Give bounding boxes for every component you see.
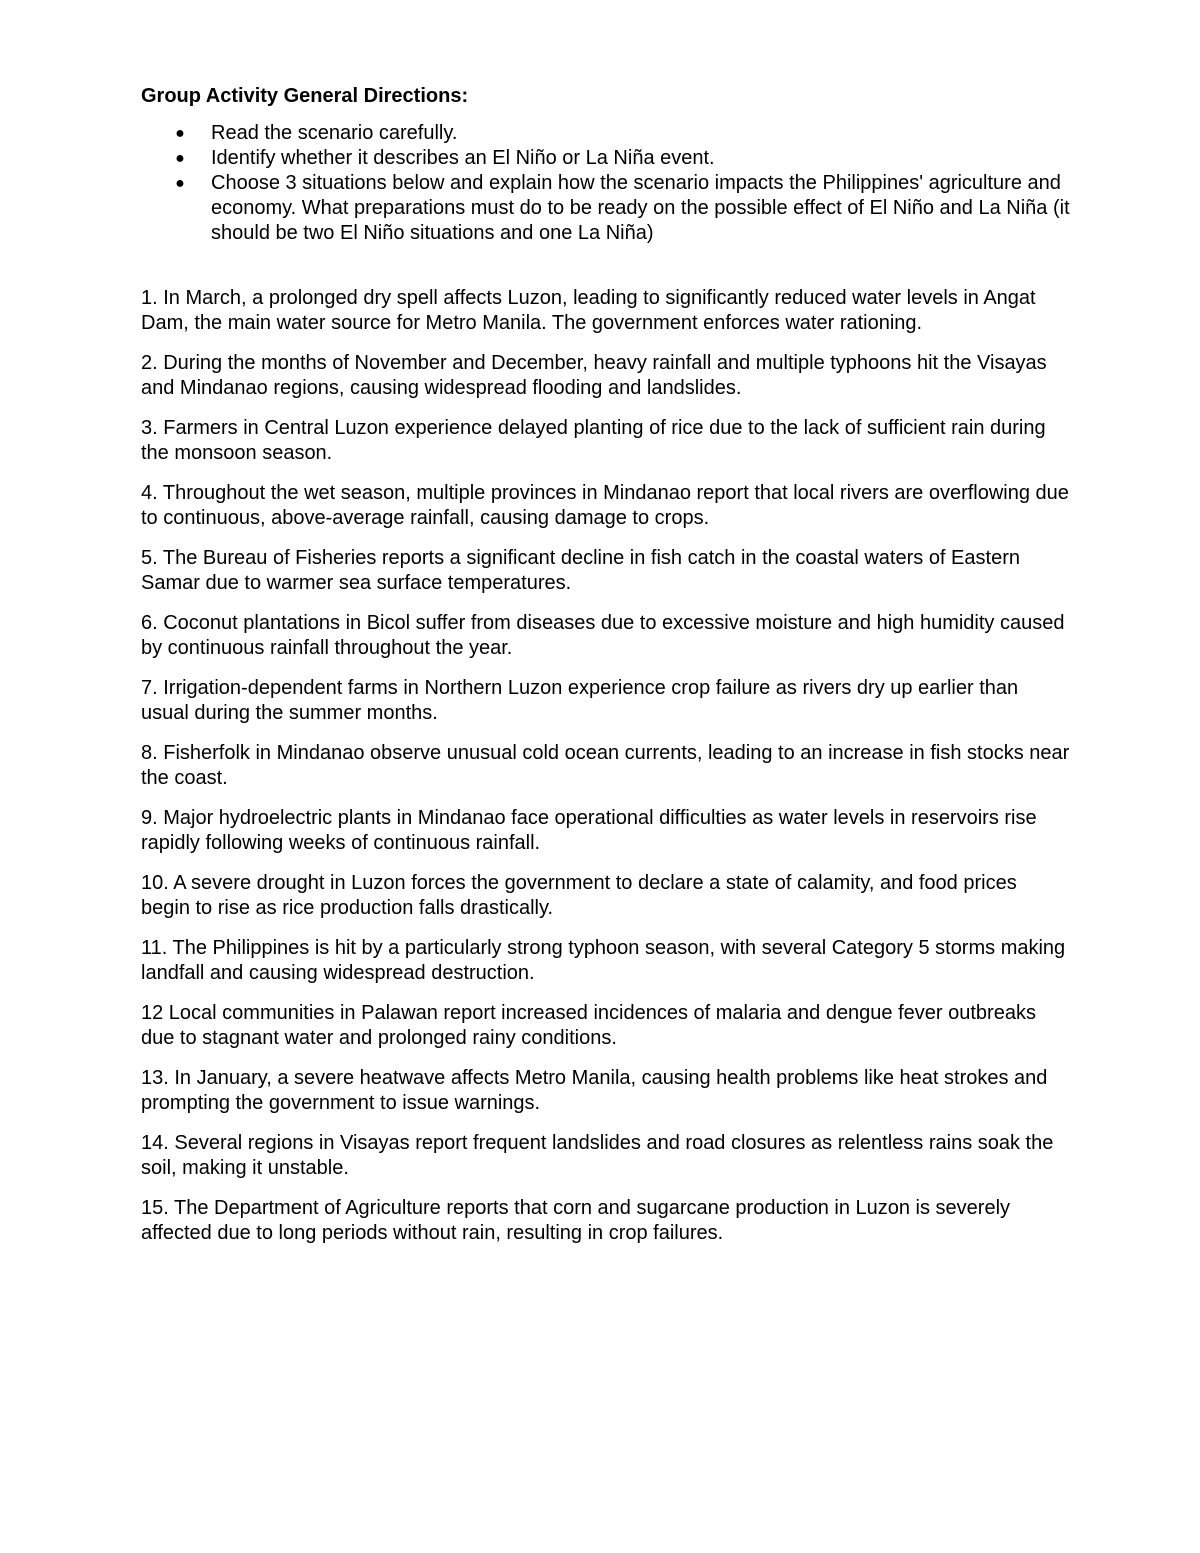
section-spacer (141, 246, 1071, 286)
direction-item (141, 121, 1071, 146)
scenario-item: 2. During the months of November and December, heavy rainfall and multiple typhoons hit the Visayas and Mindanao regions, causing widespread flooding and landslides. (141, 352, 1047, 399)
direction-text: Read the scenario carefully. (211, 122, 458, 144)
bullet-icon: ● (175, 125, 185, 142)
scenario-item: 1. In March, a prolonged dry spell affects Luzon, leading to significantly reduced water levels in Angat Dam, the main water source for Metro Manila. The government enforces water rationing. (141, 287, 1036, 334)
direction-text: Identify whether it describes an El Niño or La Niña event. (211, 147, 715, 169)
direction-item (141, 146, 1071, 171)
scenario-item: 4. Throughout the wet season, multiple provinces in Mindanao report that local rivers are overflowing due to continuous, above-average rainfall, causing damage to crops. (141, 482, 1069, 529)
directions-heading: Group Activity General Directions: (141, 85, 469, 107)
bullet-icon: ● (175, 175, 185, 192)
scenario-item: 3. Farmers in Central Luzon experience delayed planting of rice due to the lack of sufficient rain during the monsoon season. (141, 417, 1046, 464)
scenario-list (141, 286, 1071, 1246)
scenario-item: 10. A severe drought in Luzon forces the government to declare a state of calamity, and food prices begin to rise as rice production falls drastically. (141, 872, 1017, 919)
direction-item (141, 171, 1071, 246)
scenario-item: 9. Major hydroelectric plants in Mindanao face operational difficulties as water levels in reservoirs rise rapidly following weeks of continuous rainfall. (141, 807, 1037, 854)
scenario-item: 5. The Bureau of Fisheries reports a significant decline in fish catch in the coastal waters of Eastern Samar due to warmer sea surface temperatures. (141, 547, 1020, 594)
scenario-item: 12 Local communities in Palawan report increased incidences of malaria and dengue fever outbreaks due to stagnant water and prolonged rainy conditions. (141, 1002, 1036, 1049)
directions-list (141, 121, 1071, 246)
scenario-item: 14. Several regions in Visayas report frequent landslides and road closures as relentless rains soak the soil, making it unstable. (141, 1132, 1054, 1179)
scenario-item: 11. The Philippines is hit by a particularly strong typhoon season, with several Category 5 storms making landfall and causing widespread destruction. (141, 937, 1066, 984)
scenario-item: 6. Coconut plantations in Bicol suffer from diseases due to excessive moisture and high humidity caused by continuous rainfall throughout the year. (141, 612, 1065, 659)
direction-text: Choose 3 situations below and explain how the scenario impacts the Philippines' agriculture and economy. What preparations must do to be ready on the possible effect of El Niño and La Niña (it should be two El Niño situations and one La Niña) (211, 172, 1070, 244)
bullet-icon: ● (175, 150, 185, 167)
scenario-item: 7. Irrigation-dependent farms in Northern Luzon experience crop failure as rivers dry up earlier than usual during the summer months. (141, 677, 1019, 724)
scenario-item: 13. In January, a severe heatwave affects Metro Manila, causing health problems like heat strokes and prompting the government to issue warnings. (141, 1067, 1048, 1114)
scenario-item: 15. The Department of Agriculture reports that corn and sugarcane production in Luzon is severely affected due to long periods without rain, resulting in crop failures. (141, 1197, 1011, 1244)
document-body (141, 84, 1071, 1261)
scenario-item: 8. Fisherfolk in Mindanao observe unusual cold ocean currents, leading to an increase in fish stocks near the coast. (141, 742, 1070, 789)
